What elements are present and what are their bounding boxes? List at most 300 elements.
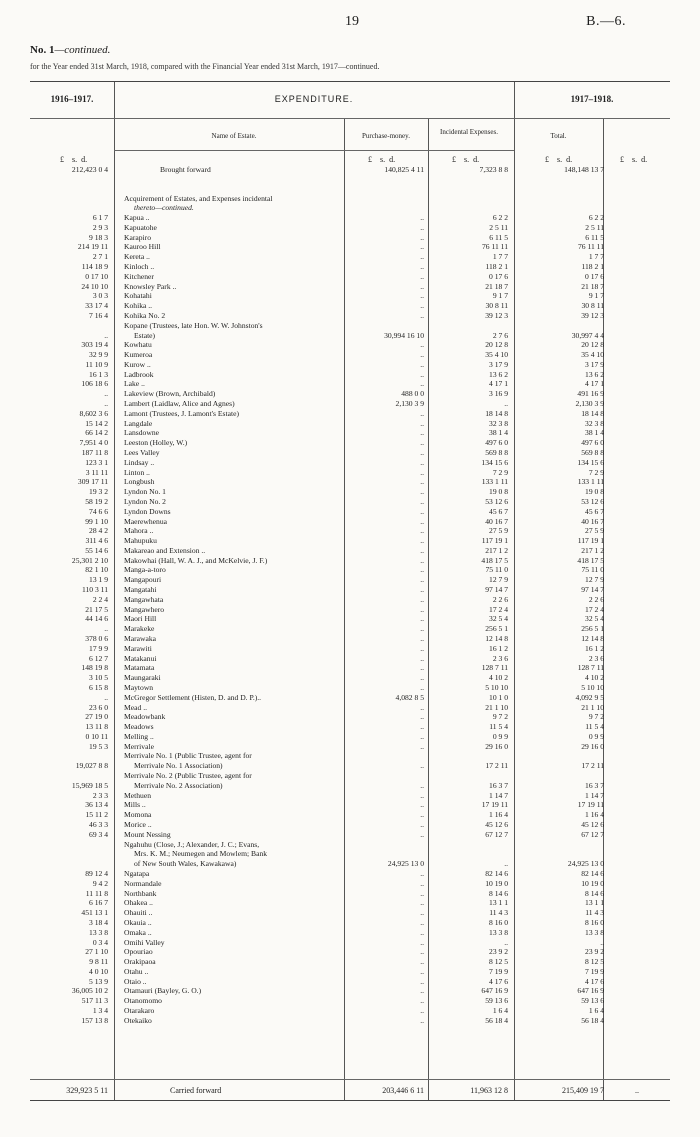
row-total: 1 7 7	[588, 252, 604, 262]
table-row	[30, 546, 670, 556]
row-prev-year: 123 3 1	[85, 457, 108, 467]
row-prev-year: ..	[104, 692, 108, 702]
units-left: £ s. d.	[60, 155, 88, 164]
row-incidental: 0 17 6	[489, 271, 508, 281]
row-purchase: ..	[420, 829, 424, 839]
row-purchase: 30,994 16 10	[384, 330, 424, 340]
table-row	[30, 742, 670, 752]
units-purchase: £ s. d.	[368, 155, 396, 164]
row-total: 491 16 9	[577, 389, 604, 399]
row-total: 97 14 7	[581, 585, 604, 594]
row-total: 16 3 7	[585, 780, 604, 790]
row-prev-year: 148 19 8	[81, 663, 108, 673]
table-row	[30, 311, 670, 321]
row-purchase: ..	[420, 291, 424, 301]
row-prev-year: 89 12 4	[85, 868, 108, 878]
row-prev-year: 0 3 4	[92, 937, 108, 947]
table-row	[30, 409, 670, 419]
row-estate-name: Kohatahi	[124, 291, 152, 301]
row-incidental: 21 18 7	[485, 281, 508, 291]
table-number	[30, 44, 110, 56]
row-prev-year: 378 0 6	[85, 634, 108, 643]
row-incidental: 4 10 2	[489, 673, 508, 683]
row-prev-year: ..	[104, 330, 108, 340]
row-total: 82 14 6	[581, 868, 604, 878]
row-incidental: 16 1 2	[489, 643, 508, 653]
row-incidental: 76 11 11	[481, 242, 508, 252]
row-prev-year: 16 1 3	[89, 369, 108, 379]
row-incidental: 256 5 1	[485, 624, 508, 634]
row-total: 6 2 2	[588, 213, 604, 222]
brought-forward-prev: 212,423 0 4	[71, 165, 108, 174]
row-purchase: ..	[420, 252, 424, 262]
row-estate-name: Maerewhenua	[124, 516, 168, 526]
row-incidental: 1 16 4	[489, 810, 508, 820]
row-incidental: 75 11 0	[485, 565, 508, 575]
row-incidental: 133 1 11	[481, 477, 508, 487]
row-incidental: 9 7 2	[492, 712, 508, 722]
row-incidental: 97 14 7	[485, 585, 508, 594]
row-prev-year: 11 10 9	[85, 359, 108, 369]
row-incidental: 13 6 2	[489, 369, 508, 379]
row-total: 647 16 9	[577, 986, 604, 996]
row-total: 497 6 0	[581, 438, 604, 448]
row-prev-year: 7 16 4	[89, 310, 108, 320]
row-purchase: ..	[420, 506, 424, 516]
row-estate-name: Marawiti	[124, 643, 152, 653]
row-total: 418 17 5	[577, 555, 604, 565]
row-total: 6 11 5	[585, 232, 604, 242]
row-estate-name: Maungaraki	[124, 673, 161, 683]
row-estate-name: Omihi Valley	[124, 937, 165, 947]
row-prev-year: 74 6 6	[89, 506, 108, 516]
row-estate-name: Merrivale	[124, 741, 154, 751]
row-estate-name: Lamont (Trustees, J. Lamont's Estate)	[124, 408, 239, 418]
row-prev-year: 66 14 2	[85, 428, 108, 438]
row-estate-name: Meadowbank	[124, 712, 166, 722]
row-prev-year: 27 19 0	[85, 712, 108, 722]
row-estate-name: Mangapouri	[124, 575, 162, 585]
column-header-purchase: Purchase-money.	[362, 132, 410, 140]
row-prev-year: 28 4 2	[89, 526, 108, 536]
row-estate-name: Mahupuku	[124, 536, 157, 546]
section-heading-2: thereto—continued.	[134, 203, 194, 212]
row-prev-year: 21 17 5	[85, 604, 108, 614]
row-estate-name: Lansdowne	[124, 428, 160, 438]
row-prev-year: ..	[104, 624, 108, 634]
carried-forward-total: 215,409 19 7	[562, 1086, 604, 1095]
row-estate-name: Matamata	[124, 663, 155, 673]
row-purchase: ..	[420, 1006, 424, 1015]
section-heading-line	[30, 203, 670, 213]
row-prev-year: 15,969 18 5	[71, 780, 108, 790]
row-estate-name: Lindsay ..	[124, 457, 155, 467]
row-incidental: ..	[504, 399, 508, 408]
row-purchase: ..	[420, 536, 424, 546]
row-estate-name: Okauia ..	[124, 917, 152, 927]
row-incidental: 217 1 2	[485, 545, 508, 555]
row-total: ..	[600, 937, 604, 947]
row-estate-name: Mangawhata	[124, 594, 164, 604]
row-incidental: 1 6 4	[492, 1006, 508, 1015]
row-prev-year: 55 14 6	[85, 545, 108, 555]
row-estate-name: Mahora ..	[124, 526, 154, 536]
table-row	[30, 673, 670, 683]
row-total: 38 1 4	[585, 428, 604, 438]
row-estate-name: of New South Wales, Kawakawa)	[134, 859, 237, 869]
table-row	[30, 370, 670, 380]
row-total: 2 3 6	[588, 653, 604, 663]
row-estate-name: Lyndon Downs	[124, 506, 171, 516]
row-purchase: ..	[420, 947, 424, 957]
row-estate-name: Linton ..	[124, 467, 150, 477]
table-row	[30, 967, 670, 977]
row-incidental: 3 16 9	[489, 389, 508, 399]
table-row	[30, 663, 670, 673]
row-prev-year: 3 10 5	[89, 673, 108, 683]
row-incidental: 11 4 3	[489, 908, 508, 918]
row-incidental: 40 16 7	[485, 516, 508, 526]
row-prev-year: 24 10 10	[81, 281, 108, 291]
column-header-total: Total.	[550, 132, 567, 140]
row-incidental: 4 17 6	[489, 976, 508, 986]
row-purchase: ..	[420, 741, 424, 751]
row-incidental: 30 8 11	[485, 301, 508, 311]
row-estate-name: Mrs. K. M.; Neumegen and Mowlem; Bank	[134, 849, 268, 859]
row-estate-name: Ngahuhu (Close, J.; Alexander, J. C.; Evans,	[124, 839, 260, 849]
row-incidental: ..	[504, 859, 508, 869]
row-prev-year: 303 19 4	[81, 340, 108, 350]
table-row	[30, 585, 670, 595]
table-row	[30, 282, 670, 292]
document-reference: B.—6.	[586, 14, 626, 29]
row-prev-year: 69 3 4	[89, 829, 108, 839]
row-purchase: ..	[420, 604, 424, 614]
table-number-suffix: —continued.	[54, 44, 111, 56]
brought-forward-incidental: 7,323 8 8	[479, 165, 508, 174]
table-row	[30, 233, 670, 243]
table-row	[30, 859, 670, 869]
table-row	[30, 889, 670, 899]
row-purchase: ..	[420, 448, 424, 457]
row-prev-year: 157 13 8	[81, 1015, 108, 1025]
row-purchase: ..	[420, 467, 424, 477]
brought-forward-label: Brought forward	[160, 165, 211, 174]
table-row	[30, 331, 670, 341]
row-estate-name: Marakeke	[124, 624, 155, 634]
row-total: 24,925 13 0	[567, 859, 604, 869]
row-prev-year: 2 2 4	[92, 594, 108, 604]
row-total: 56 18 4	[581, 1015, 604, 1025]
table-subtitle: for the Year ended 31st March, 1918, compared with the Financial Year ended 31st March, 1917—continued.	[30, 62, 380, 71]
row-prev-year: 106 18 6	[81, 379, 108, 389]
row-prev-year: 13 1 9	[89, 575, 108, 585]
table-row	[30, 252, 670, 262]
row-purchase: ..	[420, 682, 424, 692]
row-total: 4,092 9 5	[575, 692, 604, 702]
table-row	[30, 291, 670, 301]
row-incidental: 21 1 10	[485, 702, 508, 712]
row-total: 35 4 10	[581, 350, 604, 360]
row-purchase: ..	[420, 810, 424, 820]
table-row	[30, 458, 670, 468]
row-purchase: ..	[420, 917, 424, 927]
row-total: 13 1 1	[585, 898, 604, 908]
table-row	[30, 526, 670, 536]
row-purchase: ..	[420, 516, 424, 526]
row-total: 45 12 6	[581, 820, 604, 829]
row-incidental: 2 3 6	[492, 653, 508, 663]
table-row	[30, 379, 670, 389]
row-incidental: 17 2 11	[485, 761, 508, 771]
table-row	[30, 751, 670, 761]
units-total: £ s. d.	[545, 155, 573, 164]
row-prev-year: 19 5 3	[89, 741, 108, 751]
header-rule	[30, 118, 670, 119]
row-estate-name: Mead ..	[124, 702, 147, 712]
table-row	[30, 556, 670, 566]
row-incidental: 38 1 4	[489, 428, 508, 438]
row-total: 5 10 10	[581, 682, 604, 692]
table-row	[30, 996, 670, 1006]
row-purchase: ..	[420, 340, 424, 350]
table-row	[30, 947, 670, 957]
row-purchase: ..	[420, 888, 424, 898]
row-prev-year: ..	[104, 389, 108, 399]
row-incidental: 20 12 8	[485, 340, 508, 350]
table-row	[30, 644, 670, 654]
row-total: 20 12 8	[581, 340, 604, 350]
row-prev-year: 15 11 2	[85, 810, 108, 820]
section-heading-1: Acquirement of Estates, and Expenses incidental	[124, 194, 273, 203]
row-incidental: 5 10 10	[485, 682, 508, 692]
row-prev-year: 15 14 2	[85, 418, 108, 428]
row-prev-year: 187 11 8	[81, 448, 108, 457]
row-purchase: ..	[420, 565, 424, 575]
row-estate-name: Mount Nessing	[124, 829, 171, 839]
row-prev-year: 2 9 3	[92, 222, 108, 232]
row-purchase: ..	[420, 526, 424, 536]
row-incidental: 56 18 4	[485, 1015, 508, 1025]
row-purchase: ..	[420, 908, 424, 918]
row-incidental: 569 8 8	[485, 448, 508, 457]
row-purchase: ..	[420, 673, 424, 683]
row-prev-year: ..	[104, 399, 108, 408]
row-incidental: 497 6 0	[485, 438, 508, 448]
table-row	[30, 565, 670, 575]
brought-forward-total: 148,148 13 7	[564, 165, 604, 174]
row-purchase: ..	[420, 379, 424, 389]
row-estate-name: Lake ..	[124, 379, 145, 389]
row-estate-name: Omaka ..	[124, 927, 152, 937]
row-total: 7 2 9	[588, 467, 604, 477]
row-incidental: 3 17 9	[489, 359, 508, 369]
row-incidental: 1 14 7	[489, 790, 508, 800]
row-total: 1 16 4	[585, 810, 604, 820]
table-row	[30, 389, 670, 399]
row-total: 12 7 9	[585, 575, 604, 585]
row-purchase: ..	[420, 957, 424, 966]
row-prev-year: 3 11 11	[85, 467, 108, 477]
row-total: 1 14 7	[585, 790, 604, 800]
row-estate-name: Leeston (Holley, W.)	[124, 438, 188, 448]
row-purchase: ..	[420, 966, 424, 976]
row-total: 75 11 0	[581, 565, 604, 575]
table-row	[30, 918, 670, 928]
row-incidental: 6 11 5	[489, 232, 508, 242]
table-row	[30, 340, 670, 350]
table-row	[30, 536, 670, 546]
row-estate-name: Momona	[124, 810, 152, 820]
row-purchase: ..	[420, 281, 424, 291]
row-incidental: 13 1 1	[489, 898, 508, 908]
row-purchase: ..	[420, 594, 424, 604]
row-purchase: ..	[420, 428, 424, 438]
table-row	[30, 800, 670, 810]
row-incidental: 10 19 0	[485, 878, 508, 888]
row-total: 53 12 6	[581, 496, 604, 506]
row-purchase: ..	[420, 222, 424, 232]
page-header	[0, 14, 700, 34]
row-prev-year: 451 13 1	[81, 908, 108, 918]
expenditure-table	[30, 81, 670, 1101]
row-incidental: 67 12 7	[485, 829, 508, 839]
row-estate-name: Maytown	[124, 682, 154, 692]
table-row	[30, 879, 670, 889]
row-total: 7 19 9	[585, 966, 604, 976]
row-incidental: 6 2 2	[492, 213, 508, 222]
table-row	[30, 840, 670, 850]
row-incidental: 8 12 5	[489, 957, 508, 966]
table-row	[30, 487, 670, 497]
row-purchase: ..	[420, 634, 424, 643]
row-prev-year: 6 15 8	[89, 682, 108, 692]
units-incidental: £ s. d.	[452, 155, 480, 164]
table-row	[30, 957, 670, 967]
table-row	[30, 683, 670, 693]
row-estate-name: Kapuatohe	[124, 222, 157, 232]
row-incidental: 23 9 2	[489, 947, 508, 957]
row-incidental: 1 7 7	[492, 252, 508, 262]
row-estate-name: Kopane (Trustees, late Hon. W. W. Johnston's	[124, 320, 263, 330]
row-incidental: 8 16 0	[489, 917, 508, 927]
table-row	[30, 634, 670, 644]
row-incidental: 134 15 6	[481, 457, 508, 467]
row-prev-year: 311 4 6	[85, 536, 108, 546]
row-incidental: 27 5 9	[489, 526, 508, 536]
row-estate-name: Otaio ..	[124, 976, 147, 986]
row-estate-name: McGregor Settlement (Histen, D. and D. P.)..	[124, 692, 262, 702]
row-total: 117 19 1	[577, 536, 604, 546]
row-prev-year: 17 9 9	[89, 643, 108, 653]
row-purchase: 4,082 8 5	[395, 692, 424, 702]
row-total: 21 18 7	[581, 281, 604, 291]
row-incidental: 17 19 11	[481, 800, 508, 810]
row-total: 32 3 8	[585, 418, 604, 428]
row-prev-year: 7,951 4 0	[79, 438, 108, 448]
table-row	[30, 732, 670, 742]
carried-forward-incidental: 11,963 12 8	[470, 1086, 508, 1095]
row-incidental: 7 2 9	[492, 467, 508, 477]
expenditure-header: EXPENDITURE.	[274, 94, 354, 104]
row-total: 18 14 8	[581, 408, 604, 418]
table-row	[30, 771, 670, 781]
row-prev-year: 2 7 1	[92, 252, 108, 262]
row-estate-name: Ladbrook	[124, 369, 154, 379]
row-incidental: ..	[504, 937, 508, 947]
year-header-1917-1918: 1917–1918.	[570, 94, 614, 104]
row-purchase: ..	[420, 369, 424, 379]
table-row	[30, 213, 670, 223]
row-prev-year: 46 3 3	[89, 820, 108, 829]
row-purchase: ..	[420, 653, 424, 663]
row-total: 134 15 6	[577, 457, 604, 467]
row-purchase: ..	[420, 487, 424, 497]
row-purchase: ..	[420, 350, 424, 360]
column-header-incidental: Incidental Expenses.	[440, 128, 498, 136]
year-header-1916-1917: 1916–1917.	[50, 94, 94, 104]
table-row	[30, 468, 670, 478]
row-estate-name: Kohika No. 2	[124, 310, 166, 320]
row-estate-name: Otamauri (Bayley, G. O.)	[124, 986, 202, 996]
row-total: 29 16 0	[581, 741, 604, 751]
row-total: 0 9 9	[588, 731, 604, 741]
table-row	[30, 517, 670, 527]
row-prev-year: 11 11 8	[85, 888, 108, 898]
row-total: 8 14 6	[585, 888, 604, 898]
row-prev-year: 19,027 8 8	[75, 761, 108, 771]
row-purchase: ..	[420, 1015, 424, 1025]
row-estate-name: Lyndon No. 1	[124, 487, 166, 497]
row-prev-year: 36 13 4	[85, 800, 108, 810]
row-estate-name: Kurow ..	[124, 359, 151, 369]
table-number-label: No. 1	[30, 44, 55, 56]
row-purchase: ..	[420, 663, 424, 673]
table-row	[30, 595, 670, 605]
row-purchase: ..	[420, 418, 424, 428]
row-estate-name: Otanomomo	[124, 996, 162, 1006]
row-total: 13 3 8	[585, 927, 604, 937]
table-row	[30, 321, 670, 331]
row-total: 2 2 6	[588, 594, 604, 604]
row-estate-name: Merrivale No. 1 (Public Trustee, agent for	[124, 751, 252, 761]
row-estate-name: Morice ..	[124, 820, 152, 829]
row-estate-name: Lambert (Laidlaw, Alice and Agnes)	[124, 399, 235, 408]
row-estate-name: Estate)	[134, 330, 156, 340]
row-estate-name: Opouriao	[124, 947, 153, 957]
row-purchase: ..	[420, 575, 424, 585]
table-row	[30, 360, 670, 370]
row-total: 4 17 1	[585, 379, 604, 389]
row-total: 59 13 6	[581, 996, 604, 1006]
row-incidental: 17 2 4	[489, 604, 508, 614]
row-total: 118 2 1	[581, 261, 604, 271]
row-purchase: ..	[420, 996, 424, 1006]
row-total: 128 7 11	[577, 663, 604, 673]
carried-forward-prev: 329,923 5 11	[66, 1086, 108, 1095]
row-total: 13 6 2	[585, 369, 604, 379]
row-prev-year: 13 11 8	[85, 722, 108, 732]
table-row	[30, 399, 670, 409]
row-total: 569 8 8	[581, 448, 604, 457]
row-prev-year: 13 3 8	[89, 927, 108, 937]
row-incidental: 13 3 8	[489, 927, 508, 937]
table-row	[30, 419, 670, 429]
row-prev-year: 19 3 2	[89, 487, 108, 497]
row-estate-name: Manga-a-toro	[124, 565, 166, 575]
row-purchase: ..	[420, 731, 424, 741]
row-estate-name: Knowsley Park ..	[124, 281, 177, 291]
